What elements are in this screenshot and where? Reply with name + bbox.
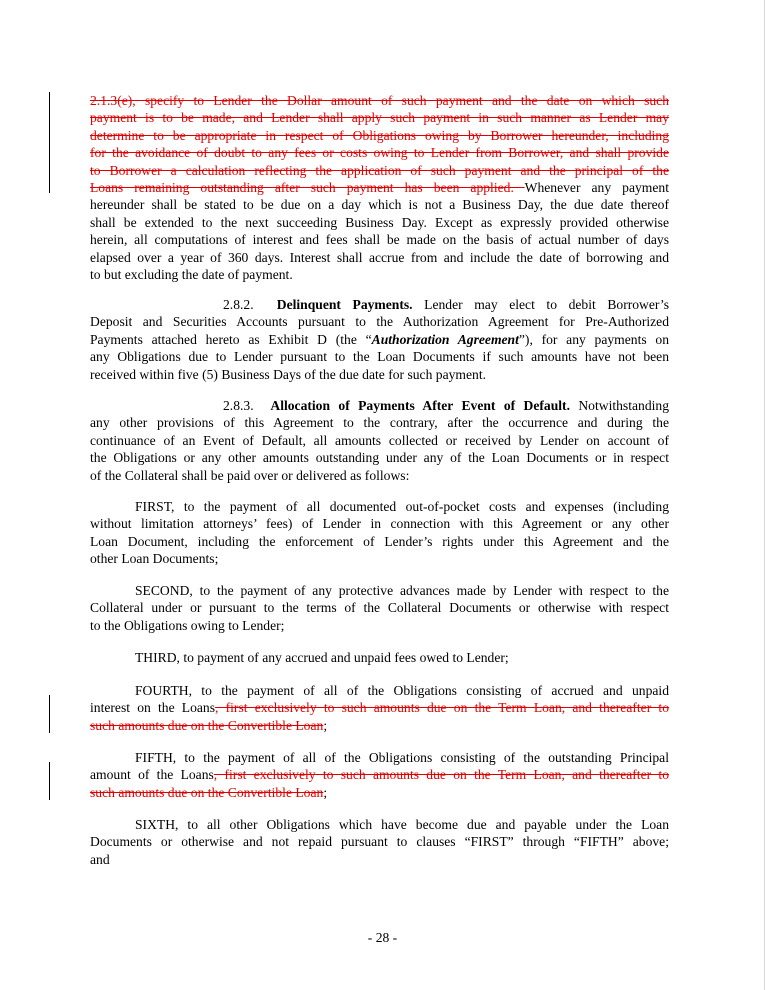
body-line: Deposit and Securities Accounts pursuant to the Authorization Agreement for Pre-Authorized (90, 314, 669, 330)
body-text: amount of the Loans (90, 767, 214, 783)
body-line: hereunder shall be stated to be due on a day which is not a Business Day, the due date thereof (90, 197, 669, 213)
body-text: interest on the Loans (90, 700, 216, 716)
body-line: elapsed over a year of 360 days. Interest shall accrue from and include the date of borrowing and (90, 249, 669, 265)
section-number: 2.8.3. (223, 398, 254, 413)
deleted-line: 2.1.3(e), specify to Lender the Dollar amount of such payment and the date on which such (90, 93, 669, 108)
body-text: Payments attached hereto as Exhibit D (the “ (90, 331, 372, 347)
deleted-line: to Borrower a calculation reflecting the application of such payment and the principal of the (90, 162, 669, 178)
body-line: THIRD, to payment of any accrued and unpaid fees owed to Lender; (135, 650, 509, 665)
body-line: to the Obligations owing to Lender; (90, 617, 285, 633)
body-line: any other provisions of this Agreement to the contrary, after the occurrence and during the (90, 415, 669, 431)
change-bar (49, 92, 50, 193)
change-bar (49, 762, 50, 800)
section-heading-line (90, 397, 669, 414)
mixed-line (90, 699, 669, 716)
clause-first (90, 498, 669, 568)
body-line: any Obligations due to Lender pursuant to the Loan Documents if such amounts have not been (90, 349, 669, 365)
body-line: SIXTH, to all other Obligations which have become due and payable under the Loan (135, 817, 669, 832)
mixed-line (90, 179, 669, 196)
change-bar (49, 695, 50, 733)
clause-fourth (90, 682, 669, 734)
paragraph-continuation (90, 92, 669, 283)
body-line: Documents or otherwise and not repaid pursuant to clauses “FIRST” through “FIFTH” above; (90, 834, 669, 850)
body-line: received within five (5) Business Days of the due date for such payment. (90, 366, 486, 382)
body-line: FIRST, to the payment of all documented out-of-pocket costs and expenses (including (135, 499, 669, 514)
deleted-text: Loans remaining outstanding after such payment has been applied. (90, 179, 525, 195)
body-line: the Obligations or any other amounts outstanding under any of the Loan Documents or in respect (90, 450, 669, 466)
body-line: SECOND, to the payment of any protective advances made by Lender with respect to the (135, 583, 669, 598)
body-line: continuance of an Event of Default, all amounts collected or received by Lender on account of (90, 432, 669, 448)
body-line: Loan Document, including the enforcement of Lender’s rights under this Agreement and the (90, 533, 669, 549)
deleted-line: for the avoidance of doubt to any fees or costs owing to Lender from Borrower, and shall provide (90, 145, 669, 161)
mixed-line (90, 717, 669, 734)
clause-second (90, 582, 669, 634)
deleted-text: , first exclusively to such amounts due on the Term Loan, and thereafter to (213, 767, 669, 783)
deleted-line: payment is to be made, and Lender shall apply such payment in such manner as Lender may (90, 110, 669, 126)
body-line: Collateral under or pursuant to the terms of the Collateral Documents or otherwise with respect (90, 600, 669, 616)
body-line: to but excluding the date of payment. (90, 266, 293, 282)
body-line: shall be extended to the next succeeding Business Day. Except as expressly provided otherwise (90, 214, 669, 230)
deleted-text: such amounts due on the Convertible Loan (90, 784, 324, 800)
deleted-text: such amounts due on the Convertible Loan (90, 717, 324, 733)
mixed-line (90, 766, 669, 783)
body-line: of the Collateral shall be paid over or delivered as follows: (90, 467, 410, 483)
deleted-text: , first exclusively to such amounts due on the Term Loan, and thereafter to (215, 700, 669, 716)
section-number: 2.8.2. (223, 297, 254, 312)
body-text: Whenever any payment (524, 179, 669, 195)
section-heading: Delinquent Payments. (276, 297, 413, 312)
section-2-8-2 (90, 296, 669, 383)
body-text: Notwithstanding (569, 398, 669, 413)
body-line: other Loan Documents; (90, 551, 219, 567)
page-number: - 28 - (367, 930, 398, 945)
body-text: ; (323, 717, 328, 733)
clause-sixth (90, 816, 669, 868)
deleted-line: determine to be appropriate in respect of Obligations owing by Borrower hereunder, including (90, 127, 669, 143)
body-text: ; (323, 784, 328, 800)
defined-term: Authorization Agreement (371, 331, 519, 347)
body-line: without limitation attorneys’ fees) of Lender in connection with this Agreement or any other (90, 516, 669, 532)
body-line: and (90, 851, 110, 867)
body-text: Lender may elect to debit Borrower’s (412, 297, 670, 312)
body-line: FOURTH, to the payment of all of the Obligations consisting of accrued and unpaid (135, 683, 669, 698)
section-heading: Allocation of Payments After Event of Default. (270, 398, 570, 413)
body-text: ”), for any payments on (518, 331, 669, 347)
body-line (90, 331, 669, 348)
mixed-line (90, 784, 669, 801)
body-line: FIFTH, to the payment of all of the Obligations consisting of the outstanding Principal (135, 750, 669, 765)
clause-fifth (90, 749, 669, 801)
body-line: herein, all computations of interest and fees shall be made on the basis of actual number of days (90, 232, 669, 248)
clause-third (90, 649, 669, 666)
section-heading-line (90, 296, 669, 313)
section-2-8-3 (90, 397, 669, 484)
